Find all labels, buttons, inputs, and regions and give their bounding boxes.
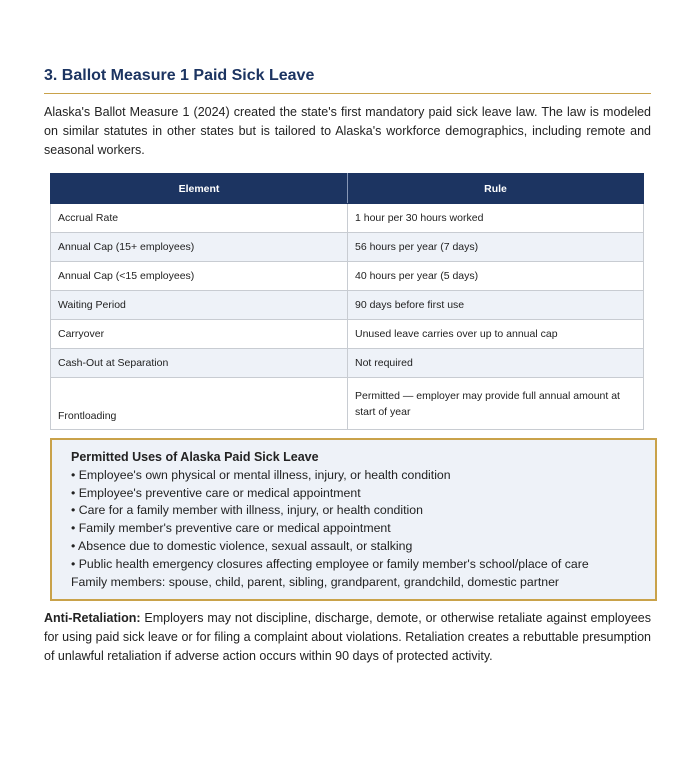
anti-retaliation-label: Anti-Retaliation: bbox=[44, 611, 141, 626]
cell-rule: 56 hours per year (7 days) bbox=[348, 233, 644, 262]
cell-rule: 40 hours per year (5 days) bbox=[348, 262, 644, 291]
cell-rule: Unused leave carries over up to annual cap bbox=[348, 320, 644, 349]
intro-paragraph: Alaska's Ballot Measure 1 (2024) created the state's first mandatory paid sick leave law. The law is modeled on similar statutes in other states but is tailored to Alaska's workforce demographics, including remote and seasonal workers. bbox=[44, 105, 651, 157]
cell-element: Carryover bbox=[51, 320, 348, 349]
cell-element: Annual Cap (15+ employees) bbox=[51, 233, 348, 262]
cell-element: Frontloading bbox=[51, 378, 348, 430]
list-item: • Employee's preventive care or medical appointment bbox=[71, 485, 361, 500]
anti-retaliation-text: Employers may not discipline, discharge, demote, or otherwise retaliate against employees for using paid sick leave or for filing a complaint about violations. Retaliation creates a rebuttable presumption of unlawful retaliation if adverse action occurs within 90 days of protected activity. bbox=[44, 611, 651, 664]
list-item: • Public health emergency closures affecting employee or family member's school/place of care bbox=[71, 556, 589, 571]
permitted-uses-list bbox=[71, 467, 645, 574]
table-row bbox=[51, 320, 644, 349]
table-row bbox=[51, 349, 644, 378]
header-element: Element bbox=[51, 174, 348, 204]
list-item: • Care for a family member with illness, injury, or health condition bbox=[71, 503, 423, 518]
section-title: 3. Ballot Measure 1 Paid Sick Leave bbox=[44, 66, 651, 94]
cell-element: Accrual Rate bbox=[51, 204, 348, 233]
table-header-row bbox=[51, 174, 644, 204]
anti-retaliation-paragraph bbox=[44, 609, 651, 666]
table-row bbox=[51, 233, 644, 262]
family-members-note: Family members: spouse, child, parent, sibling, grandparent, grandchild, domestic partner bbox=[71, 574, 560, 589]
cell-element: Cash-Out at Separation bbox=[51, 349, 348, 378]
cell-rule: 90 days before first use bbox=[348, 291, 644, 320]
cell-element: Annual Cap (<15 employees) bbox=[51, 262, 348, 291]
document-page bbox=[44, 66, 651, 666]
table-row bbox=[51, 291, 644, 320]
list-item: • Family member's preventive care or medical appointment bbox=[71, 521, 391, 536]
table-row bbox=[51, 378, 644, 430]
cell-rule: Permitted — employer may provide full annual amount at start of year bbox=[348, 378, 644, 430]
list-item: • Absence due to domestic violence, sexual assault, or stalking bbox=[71, 538, 413, 553]
list-item: • Employee's own physical or mental illness, injury, or health condition bbox=[71, 467, 451, 482]
cell-rule: Not required bbox=[348, 349, 644, 378]
table-row bbox=[51, 204, 644, 233]
callout-title: Permitted Uses of Alaska Paid Sick Leave bbox=[71, 450, 319, 464]
permitted-uses-callout bbox=[50, 438, 657, 601]
header-rule: Rule bbox=[348, 174, 644, 204]
rules-table bbox=[50, 173, 644, 430]
cell-rule: 1 hour per 30 hours worked bbox=[348, 204, 644, 233]
cell-element: Waiting Period bbox=[51, 291, 348, 320]
table-row bbox=[51, 262, 644, 291]
